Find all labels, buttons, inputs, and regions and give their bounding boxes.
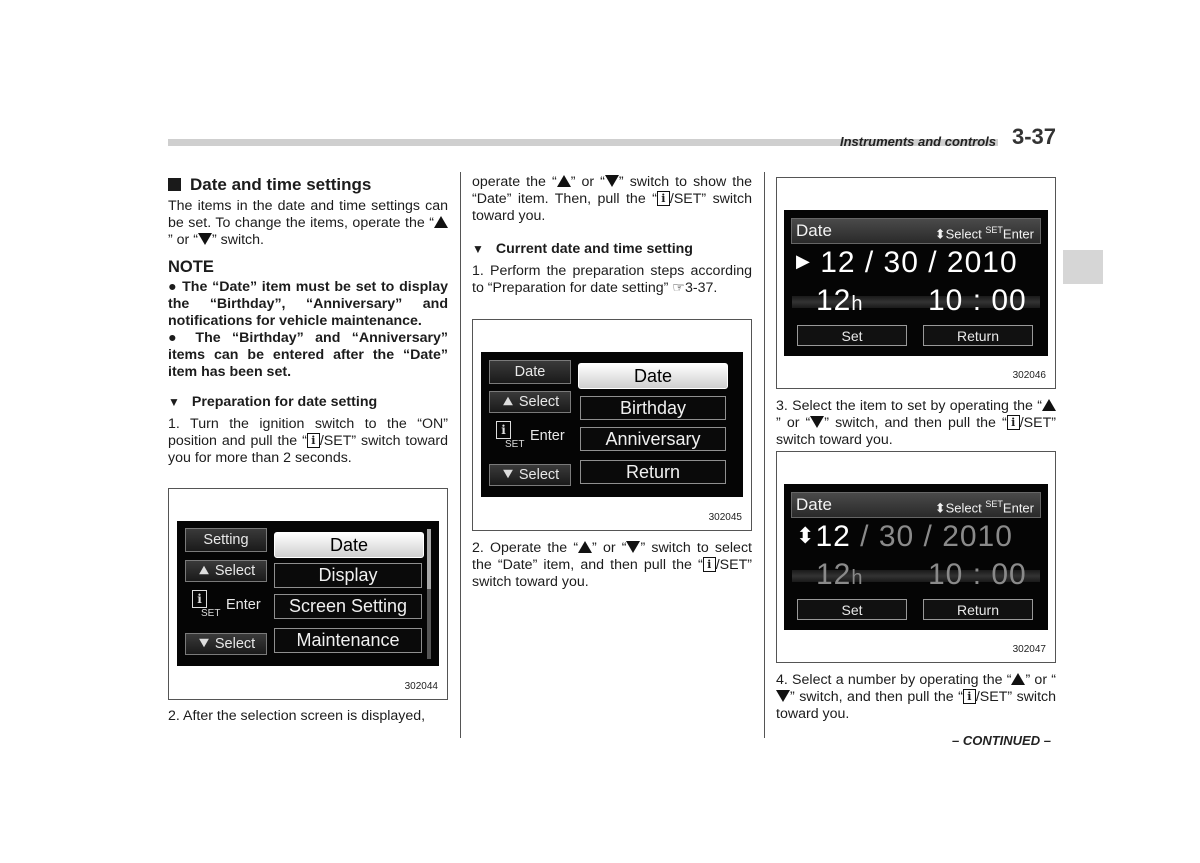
continued-paragraph: operate the “ ” or “ ” switch to show the “Date” item. Then, pull the “ i /SET” switch toward you.: [472, 174, 752, 224]
figure-code: 302045: [708, 512, 742, 523]
up-arrow-icon: [557, 175, 571, 187]
step-4: 4. Select a number by operating the “ ” or “” switch, and then pull the “ i /SET” switch toward you.: [776, 672, 1056, 722]
intro-paragraph: The items in the date and time settings can be set. To change the items, operate the “” or “ ” switch.: [168, 198, 448, 248]
up-arrow-icon: [503, 397, 513, 405]
down-arrow-icon: [776, 690, 790, 702]
menu-item-display: Display: [274, 563, 422, 588]
figure-302046: [776, 177, 1056, 389]
info-set-icon: i SET: [493, 420, 525, 452]
return-button: Return: [923, 325, 1033, 346]
enter-label: i SET Enter: [189, 587, 269, 623]
chapter-tab: [1063, 250, 1103, 284]
up-arrow-icon: [1011, 673, 1025, 685]
page-number: 3-37: [1012, 124, 1057, 149]
down-arrow-icon: [626, 541, 640, 553]
figure-code: 302044: [404, 681, 438, 692]
select-down-label: Select: [489, 464, 571, 486]
menu-item-screen-setting: Screen Setting: [274, 594, 422, 619]
set-button: Set: [797, 599, 907, 620]
display-screen: [481, 352, 743, 497]
info-icon: i: [1007, 415, 1020, 430]
display-screen: [177, 521, 439, 666]
menu-item-birthday: Birthday: [580, 396, 726, 420]
continued-label: – CONTINUED –: [952, 733, 1051, 748]
figure-302045: [472, 319, 752, 531]
subsection-title: ▼ Current date and time setting: [472, 241, 693, 257]
enter-label: i SET Enter: [493, 418, 573, 454]
column-1: [168, 174, 448, 467]
menu-item-maintenance: Maintenance: [274, 628, 422, 653]
down-triangle-icon: ▼: [472, 242, 484, 256]
time-value: 10 : 00: [928, 558, 1027, 591]
down-arrow-icon: [605, 175, 619, 187]
date-value: ▶ 12 / 30 / 2010: [796, 246, 1018, 279]
up-arrow-icon: [199, 566, 209, 574]
display-screen: [784, 484, 1048, 630]
figure-302047: [776, 451, 1056, 663]
down-arrow-icon: [810, 416, 824, 428]
cursor-arrow-icon: ▶: [796, 251, 811, 271]
figure-code: 302046: [1012, 370, 1046, 381]
set-button: Set: [797, 325, 907, 346]
section-name: Instruments and controls: [840, 134, 997, 149]
subsection-title: ▼ Preparation for date setting: [168, 394, 378, 410]
select-up-label: Select: [185, 560, 267, 582]
step-2: 2. Operate the “ ” or “ ” switch to select the “Date” item, and then pull the “ i /SET” switch toward you.: [472, 540, 752, 590]
down-triangle-icon: ▼: [168, 395, 180, 409]
up-arrow-icon: [434, 216, 448, 228]
hour-value: 12h: [816, 284, 864, 317]
menu-item-anniversary: Anniversary: [580, 427, 726, 451]
menu-item-date: Date: [274, 532, 424, 558]
column-divider: [460, 172, 461, 738]
step-1: 1. Turn the ignition switch to the “ON” position and pull the “ i /SET” switch toward you for more than 2 seconds.: [168, 416, 448, 466]
hour-value: 12h: [816, 558, 864, 591]
time-value: 10 : 00: [928, 284, 1027, 317]
info-set-icon: i SET: [189, 589, 221, 621]
info-icon: i: [307, 433, 320, 448]
select-up-label: Select: [489, 391, 571, 413]
up-arrow-icon: [578, 541, 592, 553]
down-arrow-icon: [199, 639, 209, 647]
figure-code: 302047: [1012, 644, 1046, 655]
down-arrow-icon: [503, 470, 513, 478]
column-2: [472, 174, 752, 297]
setting-label: Setting: [185, 528, 267, 552]
scrollbar: [427, 529, 431, 659]
up-arrow-icon: [1042, 399, 1056, 411]
note-heading: NOTE: [168, 258, 214, 276]
note-item: ● The “Birthday” and “Anniversary” items can be entered after the “Date” item has been set.: [168, 330, 448, 380]
column-divider: [764, 172, 765, 738]
step-2: 2. After the selection screen is displayed,: [168, 708, 426, 724]
info-icon: i: [657, 191, 670, 206]
menu-item-date: Date: [578, 363, 728, 389]
date-title-bar: Date ⬍Select $^{SET}$Enter: [791, 218, 1041, 244]
up-down-arrow-icon: ⬍: [796, 523, 816, 548]
figure-302044: [168, 488, 448, 700]
date-value: ⬍12 / 30 / 2010: [796, 520, 1013, 553]
display-screen: [784, 210, 1048, 356]
square-bullet-icon: [168, 178, 181, 191]
info-icon: i: [963, 689, 976, 704]
section-title: Date and time settings: [168, 174, 448, 195]
info-icon: i: [703, 557, 716, 572]
date-label: Date: [489, 360, 571, 384]
note-item: ● The “Date” item must be set to display the “Birthday”, “Anniversary” and notifications for vehicle maintenance.: [168, 279, 448, 329]
step-3: 3. Select the item to set by operating the “” or “ ” switch, and then pull the “ i /SET” switch toward you.: [776, 398, 1056, 448]
select-down-label: Select: [185, 633, 267, 655]
menu-item-return: Return: [580, 460, 726, 484]
down-arrow-icon: [198, 233, 212, 245]
date-title-bar: Date ⬍Select $^{SET}$Enter: [791, 492, 1041, 518]
step-1: 1. Perform the preparation steps according to “Preparation for date setting” ☞3-37.: [472, 263, 752, 296]
return-button: Return: [923, 599, 1033, 620]
